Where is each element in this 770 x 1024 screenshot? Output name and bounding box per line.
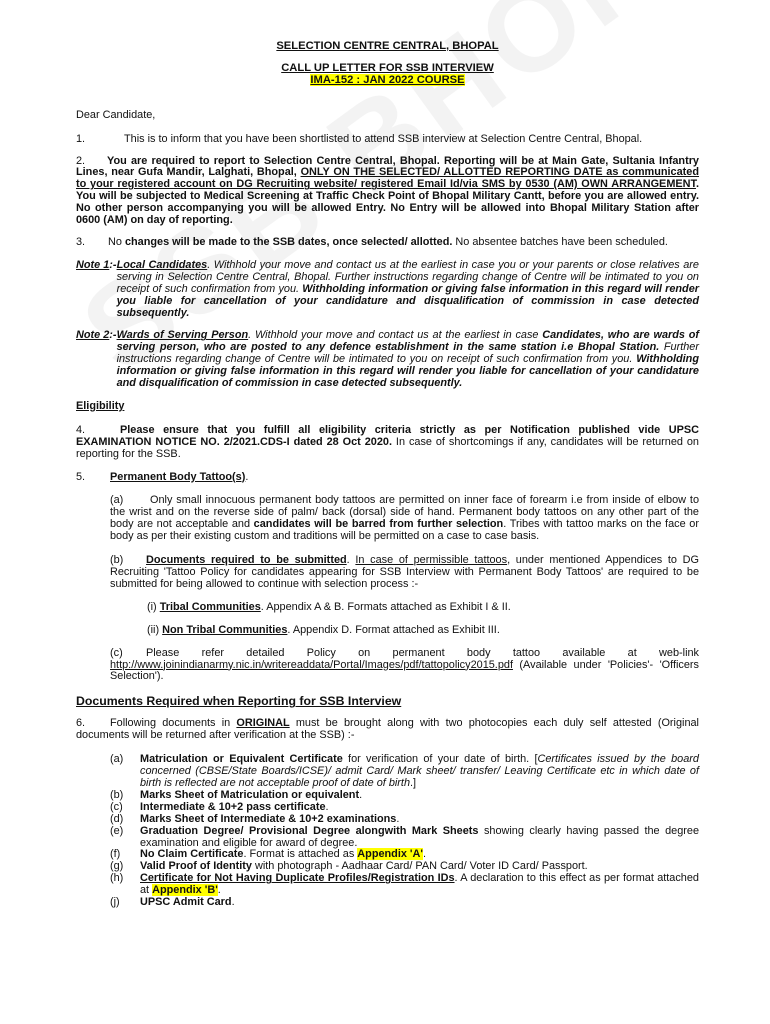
note-warning: Withholding information or giving false information in this regard will render you liable for cancellation of your candidature and disqualification of commission in case detected subsequently. bbox=[116, 282, 699, 319]
paragraph-text: . Appendix A & B. Formats attached as Exhibit I & II. bbox=[260, 600, 511, 613]
paragraph-bold-text: changes will be made to the SSB dates, once selected/ allotted. bbox=[124, 235, 453, 248]
paragraph-text: This is to inform that you have been shortlisted to attend SSB interview at Selection Centre Central, Bhopal. bbox=[124, 132, 643, 145]
letter-subtitle: CALL UP LETTER FOR SSB INTERVIEW bbox=[281, 61, 494, 74]
paragraph-1 bbox=[76, 134, 699, 146]
sub-label: (a) bbox=[110, 494, 124, 507]
paragraph-text: Only small innocuous permanent body tattoos are permitted on inner face of forearm i.e from inside of elbow to the wrist and on the reverse side of palm/ back (dorsal) side of hand. Permanent body tattoos on any other part of the body are not acceptable and bbox=[110, 494, 699, 531]
tribal-heading: Tribal Communities bbox=[159, 600, 261, 613]
note-heading: Wards of Serving Person bbox=[116, 329, 249, 342]
original-emphasis: ORIGINAL bbox=[236, 717, 290, 730]
paragraph-number: 1. bbox=[76, 132, 86, 145]
note-text: Further instructions regarding change of Centre will be intimated to you on receipt of such confirmation from you. bbox=[116, 341, 699, 366]
item-label: (g) bbox=[110, 860, 124, 873]
note-text: . Withhold your move and contact us at the earliest in case bbox=[248, 329, 543, 342]
sub-label: (c) bbox=[110, 646, 123, 659]
eligibility-heading: Eligibility bbox=[76, 399, 125, 412]
paragraph-6 bbox=[76, 718, 699, 742]
item-body: Marks Sheet of Matriculation or equivalent. bbox=[140, 788, 363, 801]
item-body: Valid Proof of Identity with photograph - Aadhaar Card/ PAN Card/ Voter ID Card/ Passport. bbox=[140, 860, 588, 873]
tattoo-para-b: (b) Documents required to be submitted. In case of permissible tattoos, under mentioned Appendices to DG Recruiting 'Tattoo Policy for candidates appearing for SSB Interview with Permanent Body Tattoos' are required to be submitted for being allowed to continue with selection process :- bbox=[110, 554, 699, 590]
note-body bbox=[117, 260, 699, 320]
item-body: Certificate for Not Having Duplicate Profiles/Registration IDs. A declaration to this effect as per format attached at Appendix 'B'. bbox=[140, 872, 699, 897]
paragraph-number: 2. bbox=[76, 154, 86, 167]
list-item bbox=[110, 754, 699, 790]
paragraph-number: 3. bbox=[76, 235, 86, 248]
list-item bbox=[110, 873, 699, 897]
paragraph-text: In case of shortcomings if any, candidates will be returned on reporting for the SSB. bbox=[76, 435, 699, 460]
paragraph-text: , under mentioned Appendices to DG Recruiting 'Tattoo Policy for candidates appearing for SSB Interview with Permanent Body Tattoos' are required to be submitted for being allowed to continue with selection process :- bbox=[110, 554, 699, 590]
course-name: IMA-152 : JAN 2022 COURSE bbox=[310, 73, 465, 86]
note-bold-text: Candidates, who are wards of serving person, who are posted to any defence establishment in the same station i.e Bhopal Station. bbox=[116, 329, 700, 354]
paragraph-text: . Tribes with tattoo marks on the face or body as per their existing custom and traditions will be permitted on a case to case basis. bbox=[110, 518, 699, 543]
note-label: Note 2:- bbox=[76, 329, 117, 342]
list-item bbox=[110, 826, 699, 850]
item-body: No Claim Certificate. Format is attached as Appendix 'A'. bbox=[140, 848, 427, 861]
item-body: Marks Sheet of Intermediate & 10+2 examinations. bbox=[140, 812, 400, 825]
paragraph-4 bbox=[76, 425, 699, 461]
note-label: Note 1:- bbox=[76, 258, 117, 271]
note-2 bbox=[76, 330, 699, 390]
item-body: UPSC Admit Card. bbox=[140, 896, 235, 909]
paragraph-3 bbox=[76, 237, 699, 249]
paragraph-text: No bbox=[108, 235, 125, 248]
note-text: . Withhold your move and contact us at the earliest in case you or your parents or close relatives are serving in Selection Centre Central, Bhopal. Further instructions regarding change of Centre will be intimated to you on receipt of such confirmation from you. bbox=[116, 258, 699, 295]
item-label: (f) bbox=[110, 848, 121, 861]
paragraph-5: 5. Permanent Body Tattoo(s). bbox=[76, 470, 249, 483]
tattoo-para-a bbox=[76, 495, 699, 543]
paragraph-number: 5. bbox=[76, 470, 86, 483]
paragraph-text: You are required to report to Selection Centre Central, Bhopal. Reporting will be at Main Gate, Sultania Infantry Lines, near Gufa Mandir, Lalghati, Bhopal, bbox=[76, 154, 699, 179]
tribal-communities bbox=[76, 602, 699, 614]
item-label: (c) bbox=[110, 800, 123, 813]
paragraph-text: . Appendix D. Format attached as Exhibit III. bbox=[287, 623, 500, 636]
documents-required-heading: Documents Required when Reporting for SSB Interview bbox=[76, 694, 402, 709]
note-heading: Local Candidates bbox=[116, 258, 208, 271]
item-label: (b) bbox=[110, 788, 124, 801]
note-body bbox=[117, 330, 699, 390]
item-body: Intermediate & 10+2 pass certificate. bbox=[140, 800, 329, 813]
item-label: (h) bbox=[110, 872, 124, 885]
paragraph-text: must be brought along with two photocopies each duly self attested (Original documents will be returned after verification at the SSB) :- bbox=[76, 717, 699, 742]
paragraph-text: (Available under 'Policies'- 'Officers Selection'). bbox=[110, 658, 699, 683]
item-label: (j) bbox=[110, 896, 120, 909]
paragraph-2 bbox=[76, 156, 699, 227]
paragraph-text: No absentee batches have been scheduled. bbox=[452, 235, 668, 248]
paragraph-text: . You will be subjected to Medical Screening at Traffic Check Point of Bhopal Military Cantt, before you are allowed entry. No other person accompanying you will be allowed Entry. No Entry will be allowed into Bhopal Military Station after 0600 (AM) on day of reporting. bbox=[76, 178, 699, 227]
sub-label: (b) bbox=[110, 554, 124, 567]
paragraph-number: 4. bbox=[76, 423, 86, 436]
eligibility-criteria: Please ensure that you fulfill all eligibility criteria strictly as per Notification published vide UPSC EXAMINATION NOTICE NO. 2/2021.CDS-I dated 28 Oct 2020. bbox=[76, 423, 699, 448]
list-item bbox=[110, 897, 699, 909]
appendix-b-highlight: Appendix 'B' bbox=[152, 884, 218, 897]
item-body: Matriculation or Equivalent Certificate for verification of your date of birth. [Certificates issued by the board concerned (CBSE/State Boards/ICSE)/ admit Card/ Mark sheet/ transfer/ Leaving Certificate etc in which date of birth is reflected are not acceptable proof of date of birth.] bbox=[140, 753, 699, 789]
note-1 bbox=[76, 260, 699, 320]
sub-label: (ii) bbox=[147, 623, 160, 636]
paragraph-number: 6. bbox=[76, 717, 86, 730]
tattoo-heading: Permanent Body Tattoo(s) bbox=[110, 470, 246, 483]
underlined-text: In case of permissible tattoos bbox=[355, 554, 508, 567]
tattoo-policy-link[interactable]: http://www.joinindianarmy.nic.in/writereaddata/Portal/Images/pdf/tattopolicy2015.pdf bbox=[110, 658, 513, 671]
letter-title: SELECTION CENTRE CENTRAL, BHOPAL bbox=[276, 40, 499, 52]
sub-label: (i) bbox=[147, 600, 157, 613]
item-label: (a) bbox=[110, 753, 124, 766]
note-warning: Withholding information or giving false information in this regard will render you liable for cancellation of your candidature and disqualification of commission in case detected subsequently. bbox=[116, 353, 699, 390]
documents-list bbox=[76, 754, 699, 909]
paragraph-text: Please refer detailed Policy on permanent body tattoo available at web-link bbox=[146, 646, 699, 659]
greeting: Dear Candidate, bbox=[76, 108, 156, 121]
paragraph-text: Following documents in bbox=[110, 717, 237, 730]
tattoo-para-c bbox=[76, 648, 699, 684]
item-label: (d) bbox=[110, 812, 124, 825]
item-body: Graduation Degree/ Provisional Degree alongwith Mark Sheets showing clearly having passed the degree examination and eligible for award of degree. bbox=[140, 824, 699, 849]
documents-heading: Documents required to be submitted bbox=[146, 554, 347, 567]
letter-content bbox=[76, 41, 699, 909]
non-tribal-communities bbox=[76, 625, 699, 637]
appendix-a-highlight: Appendix 'A' bbox=[357, 848, 423, 861]
reporting-instruction: ONLY ON THE SELECTED/ ALLOTTED REPORTING DATE as communicated to your registered account on DG Recruiting website/ registered Email Id/via SMS by 0530 (AM) OWN ARRANGEMENT bbox=[76, 166, 700, 191]
non-tribal-heading: Non Tribal Communities bbox=[162, 623, 288, 636]
paragraph-bold-text: candidates will be barred from further selection bbox=[253, 518, 504, 531]
course-line bbox=[76, 75, 699, 87]
item-label: (e) bbox=[110, 824, 124, 837]
